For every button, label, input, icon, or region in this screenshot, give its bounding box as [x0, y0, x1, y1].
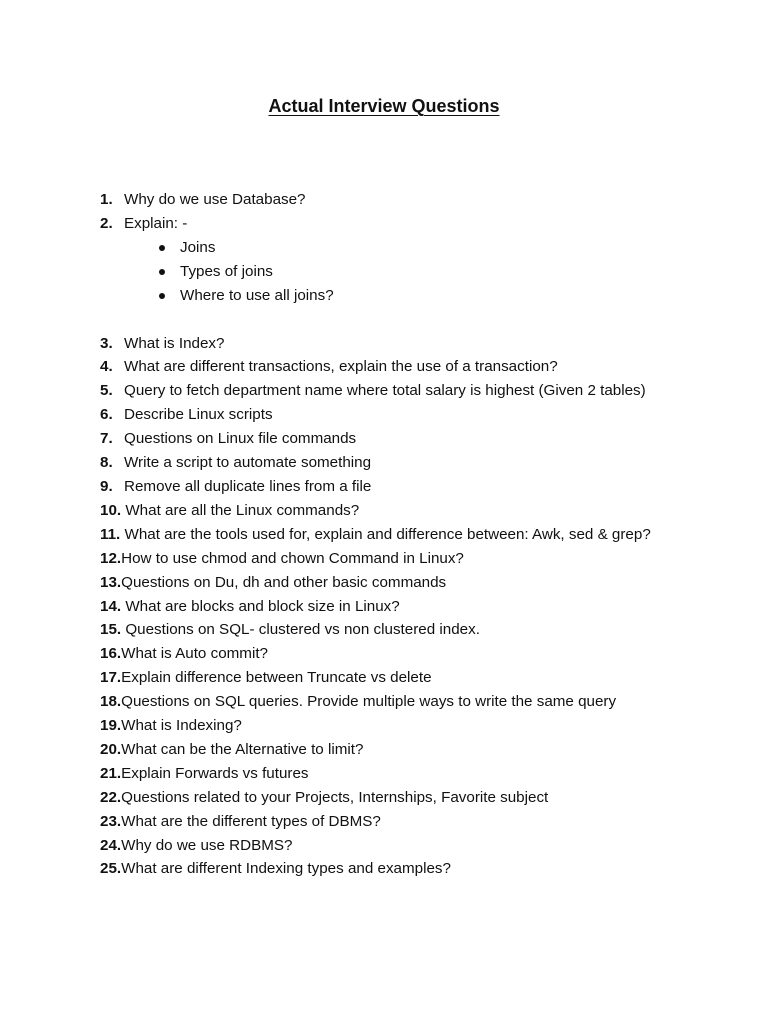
list-item [100, 212, 660, 236]
item-text: Query to fetch department name where total salary is highest (Given 2 tables) [124, 382, 646, 400]
spacer [100, 308, 660, 332]
item-text: Describe Linux scripts [124, 406, 273, 424]
item-number: 19. [100, 717, 122, 735]
bullet-icon [159, 245, 165, 251]
list-item [100, 451, 660, 475]
item-number: 21. [100, 764, 122, 782]
list-item [100, 738, 660, 762]
item-text: Explain difference between Truncate vs delete [121, 669, 432, 687]
item-number: 5. [100, 382, 113, 400]
bullet-icon [159, 269, 165, 275]
list-item [100, 499, 660, 523]
item-text: Why do we use RDBMS? [121, 836, 293, 854]
list-item [100, 642, 660, 666]
item-number: 8. [100, 454, 113, 472]
item-number: 20. [100, 740, 122, 758]
item-text: Write a script to automate something [124, 454, 372, 472]
bullet-icon [159, 293, 165, 299]
list-item [100, 762, 660, 786]
sublist-item-text: Where to use all joins? [180, 286, 334, 304]
item-number: 1. [100, 191, 113, 208]
item-number: 17. [100, 669, 122, 687]
sublist-item [156, 236, 660, 260]
list-item [100, 523, 660, 547]
item-text: What are all the Linux commands? [121, 501, 360, 519]
item-number: 18. [100, 693, 122, 711]
item-number: 10. [100, 501, 122, 519]
sublist-item-text: Types of joins [180, 262, 273, 280]
item-number: 12. [100, 549, 122, 567]
item-text: Why do we use Database? [124, 191, 306, 208]
list-item [100, 714, 660, 738]
item-number: 7. [100, 430, 113, 448]
item-number: 15. [100, 621, 122, 639]
question-list [100, 188, 660, 881]
item-text: What are the different types of DBMS? [121, 812, 381, 830]
list-item [100, 355, 660, 379]
item-text: What is Auto commit? [121, 645, 268, 663]
item-number: 6. [100, 406, 113, 424]
item-number: 4. [100, 358, 113, 376]
sublist-item [156, 260, 660, 284]
item-text: Explain: - [124, 214, 188, 232]
item-text: What are different Indexing types and examples? [121, 860, 451, 878]
item-number: 14. [100, 597, 122, 615]
list-item [100, 834, 660, 858]
item-text: Questions on Du, dh and other basic commands [121, 573, 447, 591]
list-item [100, 332, 660, 356]
item-text: Questions on SQL- clustered vs non clustered index. [121, 621, 480, 639]
item-text: Questions related to your Projects, Internships, Favorite subject [121, 788, 549, 806]
item-text: What is Indexing? [121, 717, 242, 735]
item-text: Remove all duplicate lines from a file [124, 477, 372, 495]
list-item [100, 379, 660, 403]
item-text: What are different transactions, explain the use of a transaction? [124, 358, 558, 376]
item-number: 16. [100, 645, 122, 663]
sublist-item [156, 284, 660, 308]
list-item [100, 618, 660, 642]
list-item [100, 571, 660, 595]
item-number: 24. [100, 836, 122, 854]
item-number: 22. [100, 788, 122, 806]
item-text: Explain Forwards vs futures [121, 764, 309, 782]
item-number: 25. [100, 860, 122, 878]
item-number: 11. [100, 525, 121, 543]
list-item [100, 666, 660, 690]
item-text: Questions on SQL queries. Provide multiple ways to write the same query [121, 693, 617, 711]
item-text: What is Index? [124, 334, 225, 352]
list-item [100, 427, 660, 451]
sublist-container [100, 236, 660, 308]
list-item [100, 188, 660, 212]
item-number: 13. [100, 573, 122, 591]
list-item [100, 403, 660, 427]
list-item [100, 690, 660, 714]
item-number: 23. [100, 812, 122, 830]
item-number: 2. [100, 214, 113, 232]
item-text: How to use chmod and chown Command in Linux? [121, 549, 464, 567]
sublist [100, 236, 660, 308]
item-text: Questions on Linux file commands [124, 430, 357, 448]
list-item [100, 857, 660, 881]
item-text: What are blocks and block size in Linux? [121, 597, 400, 615]
sublist-item-text: Joins [180, 238, 216, 256]
page-title: Actual Interview Questions [268, 96, 500, 116]
item-text: What are the tools used for, explain and difference between: Awk, sed & grep? [120, 525, 651, 543]
item-text: What can be the Alternative to limit? [121, 740, 364, 758]
list-item [100, 810, 660, 834]
list-item [100, 595, 660, 619]
item-number: 3. [100, 334, 113, 352]
list-item [100, 786, 660, 810]
item-number: 9. [100, 477, 113, 495]
list-item [100, 475, 660, 499]
list-item [100, 547, 660, 571]
